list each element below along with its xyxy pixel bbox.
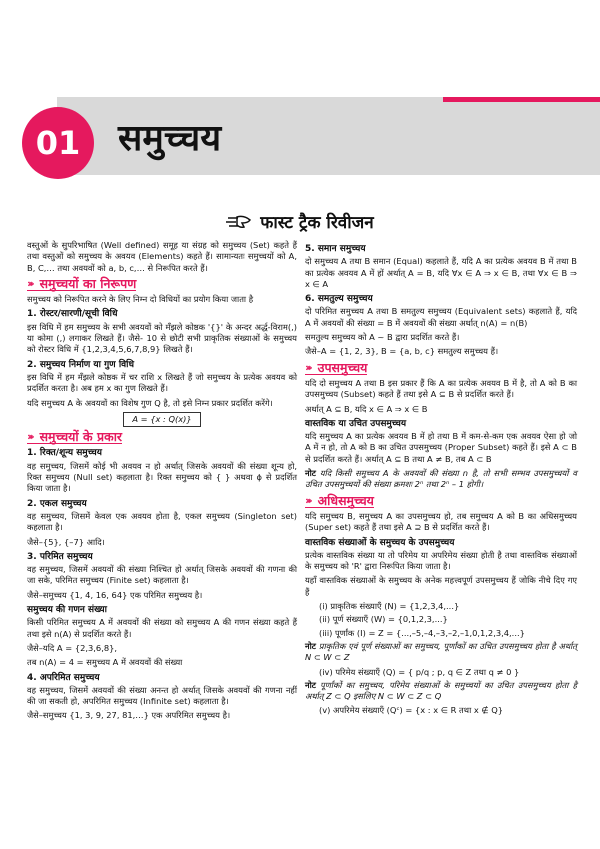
representation-intro: समुच्चय को निरूपित करने के लिए निम्न दो विधियों का प्रयोग किया जाता है [27,294,254,305]
builder-formula-box: A = {x : Q(x)} [27,412,297,427]
section-heading-subset: ››› उपसमुच्चय [305,359,368,375]
equal-sets-title: 5. समान समुच्चय [305,244,366,254]
double-chevron-icon: ››› [27,276,32,290]
fast-track-heading: फास्ट ट्रैक रिवीजन [260,213,374,233]
singleton-set-example: जैसे–{5}, {–7} आदि। [27,536,105,547]
cardinal-number-title: समुच्चय की गणन संख्या [27,605,107,616]
right-column [305,240,577,719]
double-chevron-icon: ››› [305,360,310,374]
equivalent-sets-title: 6. समतुल्य समुच्चय [305,294,373,305]
rational-note: नोट पूर्णांकों का समुच्चय, परिमेय संख्याओं के समुच्चयों का उचित उपसमुच्चय होता है अर्थात् Z ⊂ Q इसलिए N ⊂ W ⊂ Z ⊂ Q [305,679,577,702]
builder-method-text-2: यदि समुच्चय A के अवयवों का विशेष गुण Q है, तो इसे निम्न प्रकार प्रदर्शित करेंगे। [27,397,273,408]
finite-set-example: जैसे–समुच्चय {1, 4, 16, 64} एक परिमित समुच्चय है। [27,589,203,600]
singleton-set-title: 2. एकल समुच्चय [27,498,87,509]
equivalent-sets-text-2: समतुल्य समुच्चय को A ~ B द्वारा प्रदर्शित करते हैं। [305,332,460,343]
proper-subset-title: वास्तविक या उचित उपसमुच्चय [305,418,407,429]
proper-subset-note: नोट यदि किसी समुच्चय A के अवयवों की संख्या n है, तो सभी सम्भव उपसमुच्चयों व उचित उपसमुच्चयों की संख्या क्रमशः 2ⁿ तथा 2ⁿ – 1 होगी। [305,468,578,490]
finite-set-text: वह समुच्चय, जिसमें अवयवों की संख्या निश्चित हो अर्थात् जिसके अवयवों की गणना की जा सके, परिमित समुच्चय (Finite set) कहलाता है। [27,564,297,586]
speed-hand-icon [226,214,252,230]
rational-numbers-item: (iv) परिमेय संख्याएँ (Q) = { p/q ; p, q ∈ Z तथा q ≠ 0 } [319,666,520,677]
section-heading-representation: ››› समुच्चयों का निरूपण [27,275,137,291]
roster-method-title: 1. रोस्टर/सारणी/सूची विधि [27,309,118,320]
list-item: (iii) पूर्णांक (I) = Z = {...,–5,–4,–3,–2,–1,0,1,2,3,4,...} [319,627,525,638]
finite-set-title: 3. परिमित समुच्चय [27,551,93,562]
section-heading-superset: ››› अधिसमुच्चय [305,492,374,508]
equal-sets-text: दो समुच्चय A तथा B समान (Equal) कहलाते हैं, यदि A का प्रत्येक अवयव B में तथा B का प्रत्येक अवयव A में हों अर्थात् A = B, यदि ∀x ∈ A ⇒ x ∈ B, तथा ∀x ∈ B ⇒ x ∈ A [305,256,577,289]
infinite-set-text: वह समुच्चय, जिसमें अवयवों की संख्या अनन्त हो अर्थात् जिसके अवयवों की गणना नहीं की जा सकती हो, अपरिमित समुच्चय (Infinite set) कहलाता है। [27,684,297,707]
equivalent-sets-example: जैसे–A = {1, 2, 3}, B = {a, b, c} समतुल्य समुच्चय हैं। [305,346,499,357]
double-chevron-icon: ››› [27,430,32,444]
infinite-set-title: 4. अपरिमित समुच्चय [27,672,100,683]
real-subsets-text-2: यहाँ वास्तविक संख्याओं के समुच्चय के अनेक महत्त्वपूर्ण उपसमुच्चय हैं जोकि नीचे दिए गए हैं [305,575,577,597]
integers-note: नोट प्राकृतिक एवं पूर्ण संख्याओं का समुच्चय, पूर्णांकों का उचित उपसमुच्चय होता है अर्थात् N ⊂ W ⊂ Z [305,640,578,663]
list-item: (ii) पूर्ण संख्याएँ (W) = {0,1,2,3,...} [319,614,448,625]
cardinal-number-example-2: तब n(A) = 4 = समुच्चय A में अवयवों की संख्या [27,657,183,668]
left-column [27,240,297,725]
superset-text: यदि समुच्चय B, समुच्चय A का उपसमुच्चय हो, तब समुच्चय A को B का अधिसमुच्चय (Super set) कहते हैं तथा इसे A ⊇ B से प्रदर्शित करते हैं। [305,510,577,533]
subset-formula: अर्थात् A ⊆ B, यदि x ∈ A ⇒ x ∈ B [305,403,428,414]
list-item: (i) प्राकृतिक संख्याएँ (N) = {1,2,3,4,...} [319,601,460,612]
subset-text: यदि दो समुच्चय A तथा B इस प्रकार हैं कि A का प्रत्येक अवयव B में है, तो A को B का उपसमुच्चय (Subset) कहते हैं तथा इसे A ⊆ B से प्रदर्शित करते हैं। [305,377,577,400]
double-chevron-icon: ››› [305,493,310,507]
intro-paragraph: वस्तुओं के सुपरिभाषित (Well defined) समूह या संग्रह को समुच्चय (Set) कहते हैं तथा वस्तुओं को समुच्चय के अवयव (Elements) कहते हैं। सामान्यतः समुच्चयों को A, B, C,… तथा अवयवों को a, b, c,… से निरूपित करते हैं। [27,240,297,273]
irrational-numbers-item: (v) अपरिमेय संख्याएँ (Qᶜ) = {x : x ∈ R तथा x ∉ Q} [319,705,504,716]
header-accent-bar [443,97,600,102]
chapter-number-badge: 01 [22,107,94,179]
section-heading-types: ››› समुच्चयों के प्रकार [27,429,123,445]
real-subsets-text: प्रत्येक वास्तविक संख्या या तो परिमेय या अपरिमेय संख्या होती है तथा वास्तविक संख्याओं के समुच्चय को 'R' द्वारा निरूपित किया जाता है। [305,549,577,572]
equivalent-sets-text: दो परिमित समुच्चय A तथा B समतुल्य समुच्चय (Equivalent sets) कहलाते हैं, यदि A में अवयवों की संख्या = B में अवयवों की संख्या अर्थात् n(A) = n(B) [305,306,577,328]
proper-subset-text: यदि समुच्चय A का प्रत्येक अवयव B में हो तथा B में कम-से-कम एक अवयव ऐसा हो जो A में न हो, तो A को B का उचित उपसमुच्चय (Proper Subset) कहते हैं। इसे A ⊂ B से प्रदर्शित करते हैं। अर्थात् A ⊆ B तथा A ≠ B, तब A ⊂ B [305,431,577,464]
infinite-set-example: जैसे–समुच्चय {1, 3, 9, 27, 81,…} एक अपरिमित समुच्चय है। [27,710,231,721]
roster-method-text: इस विधि में हम समुच्चय के सभी अवयवों को मँझले कोष्ठक '{}' के अन्दर अर्द्ध-विराम(,) या कोमा (,) लगाकर लिखते हैं। जैसे- 10 से छोटी सभी प्राकृतिक संख्याओं के समुच्चय को रोस्टर विधि में {1,2,3,4,5,6,7,8,9} लिखते हैं। [27,321,297,355]
cardinal-number-example-1: जैसे–यदि A = {2,3,6,8}, [27,642,118,653]
singleton-set-text: वह समुच्चय, जिसमें केवल एक अवयव होता है, एकल समुच्चय (Singleton set) कहलाता है। [27,510,297,533]
chapter-title: समुच्चय [118,117,222,159]
builder-method-text: इस विधि में हम मँझले कोष्ठक में चर राशि x लिखते हैं जो समुच्चय के प्रत्येक अवयव को प्रदर्शित करता है। अब हम x का गुण लिखते हैं। [27,371,297,394]
empty-set-text: वह समुच्चय, जिसमें कोई भी अवयव न हो अर्थात् जिसके अवयवों की संख्या शून्य हो, रिक्त समुच्चय (Null set) कहलाता है। रिक्त समुच्चय को { } अथवा ϕ से प्रदर्शित किया जाता है। [27,460,297,494]
builder-method-title: 2. समुच्चय निर्माण या गुण विधि [27,359,135,370]
empty-set-title: 1. रिक्त/शून्य समुच्चय [27,448,102,459]
cardinal-number-text: किसी परिमित समुच्चय A में अवयवों की संख्या को समुच्चय A की गणन संख्या कहते हैं तथा इसे n(A) से प्रदर्शित करते हैं। [27,617,297,639]
fast-track-banner [0,210,600,234]
real-subsets-title: वास्तविक संख्याओं के समुच्चय के उपसमुच्चय [305,537,455,548]
